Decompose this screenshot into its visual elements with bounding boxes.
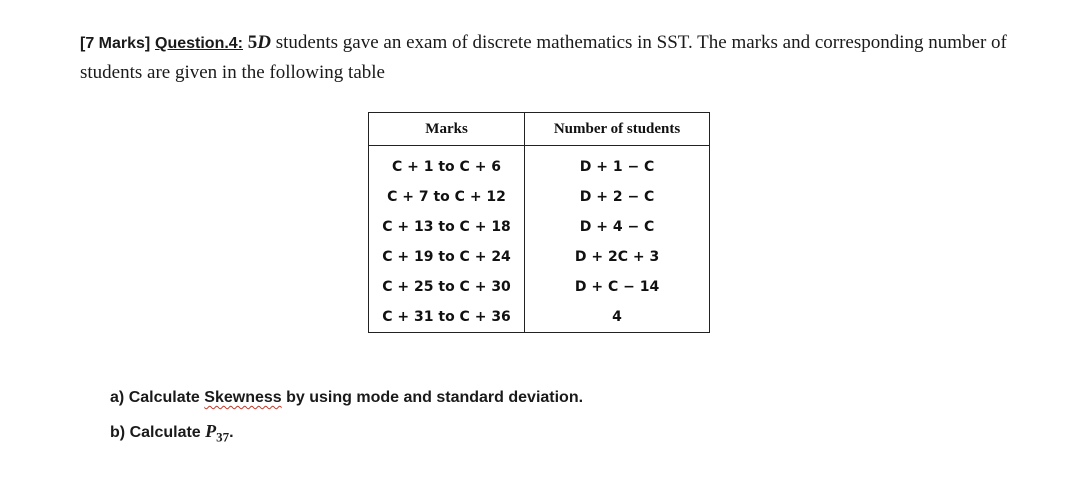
- cell-marks: C + 25 to C + 30: [369, 272, 525, 302]
- subquestion-a-post: by using mode and standard deviation.: [281, 389, 584, 406]
- marks-table: [368, 112, 710, 333]
- table-row: [369, 242, 710, 272]
- cell-marks: C + 1 to C + 6: [369, 152, 525, 182]
- table-row: [369, 182, 710, 212]
- table-row: [369, 152, 710, 182]
- cell-count: D + 2C + 3: [525, 242, 710, 272]
- subquestion-a: [110, 386, 583, 419]
- table-header-row: [369, 113, 710, 146]
- table-row: [369, 302, 710, 333]
- cell-marks: C + 19 to C + 24: [369, 242, 525, 272]
- cell-count: D + 1 − C: [525, 152, 710, 182]
- cell-marks: C + 31 to C + 36: [369, 302, 525, 333]
- cell-marks: C + 7 to C + 12: [369, 182, 525, 212]
- percentile-subscript: 37: [216, 429, 230, 445]
- table-row: [369, 272, 710, 302]
- subquestion-a-pre: Calculate: [128, 389, 205, 406]
- section-number: 5: [247, 32, 258, 53]
- cell-marks: C + 13 to C + 18: [369, 212, 525, 242]
- question-label: Question.4:: [155, 35, 244, 52]
- cell-count: D + 2 − C: [525, 182, 710, 212]
- cell-count: D + 4 − C: [525, 212, 710, 242]
- question-text: students gave an exam of discrete mathematics in SST. The marks and corresponding number of students are given in the following table: [80, 32, 1007, 83]
- section-code: [248, 32, 271, 53]
- section-letter: D: [257, 32, 271, 53]
- marks-table-container: [368, 112, 710, 333]
- subquestion-b-end: .: [229, 424, 234, 441]
- cell-count: 4: [525, 302, 710, 333]
- subquestion-b: [110, 419, 583, 452]
- percentile-symbol: [205, 421, 230, 445]
- header-marks: Marks: [369, 113, 525, 146]
- cell-count: D + C − 14: [525, 272, 710, 302]
- subquestions: [110, 386, 583, 452]
- marks-label: [7 Marks]: [80, 35, 151, 52]
- subquestion-a-label: a): [110, 389, 125, 406]
- table-row: [369, 212, 710, 242]
- header-number-of-students: Number of students: [525, 113, 710, 146]
- percentile-letter: P: [205, 421, 217, 441]
- subquestion-b-text: Calculate: [129, 424, 206, 441]
- spellcheck-word: Skewness: [204, 389, 282, 406]
- question-intro: [80, 28, 1010, 87]
- subquestion-b-label: b): [110, 424, 126, 441]
